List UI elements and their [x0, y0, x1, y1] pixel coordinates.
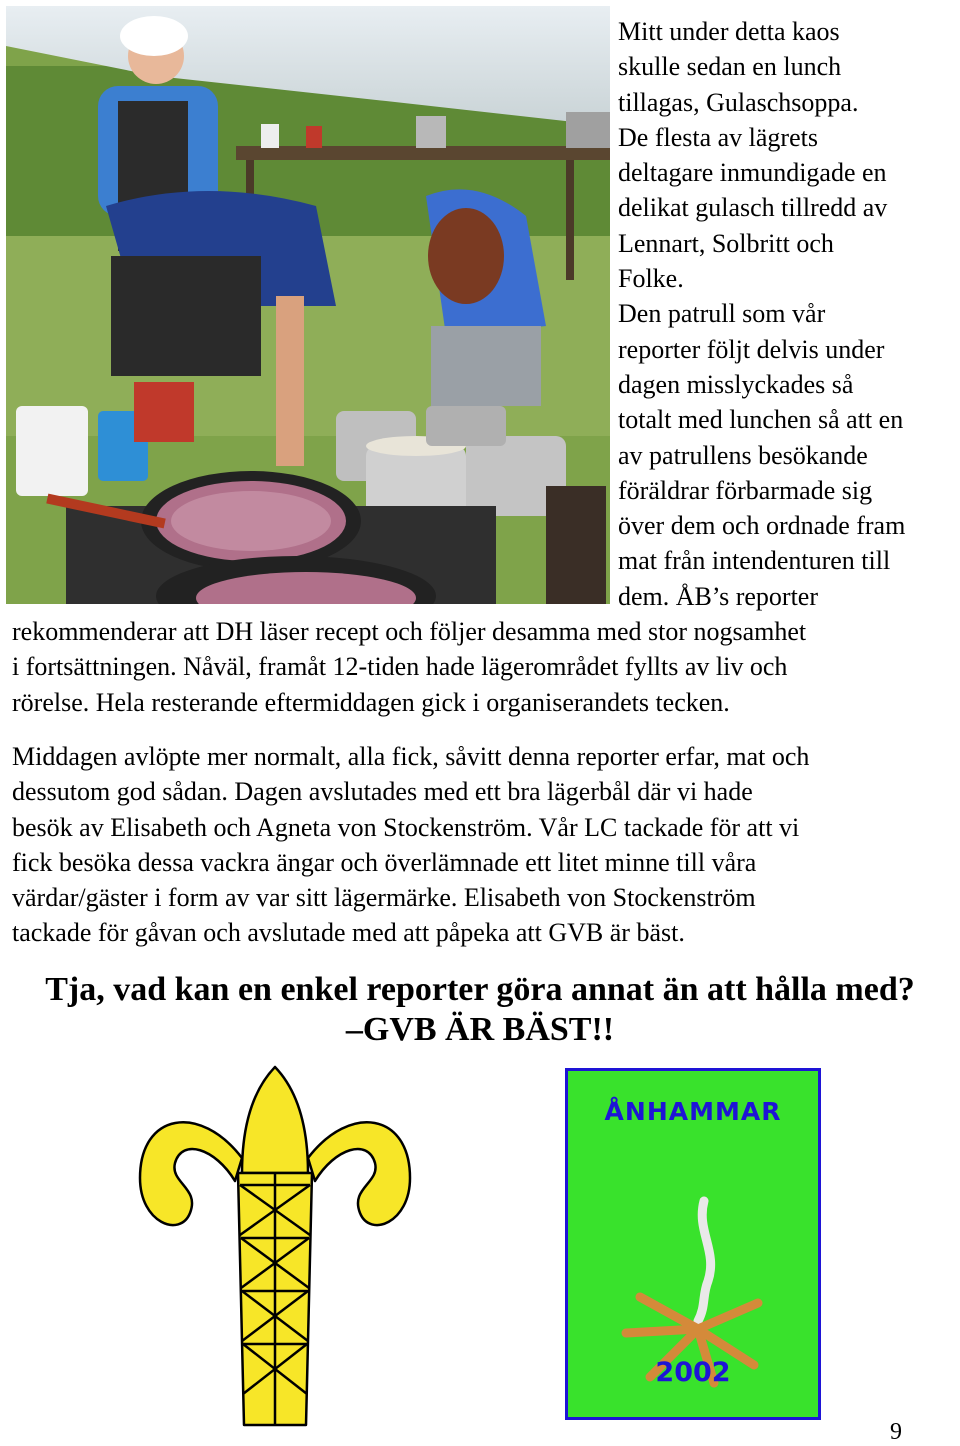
anhammar-camp-badge	[565, 1068, 821, 1420]
text-line: Lennart, Solbritt och	[618, 228, 834, 258]
closing-statement	[0, 970, 960, 1050]
camp-cooking-photo	[6, 6, 610, 604]
closing-line-2: –GVB ÄR BÄST!!	[345, 1011, 615, 1048]
text-line: rekommenderar att DH läser recept och följer desamma med stor nogsamhet	[12, 617, 807, 646]
text-line: reporter följt delvis under	[618, 334, 885, 364]
text-line: Middagen avlöpte mer normalt, alla fick, såvitt denna reporter erfar, mat och	[12, 742, 810, 771]
text-line: i fortsättningen. Nåväl, framåt 12-tiden hade lägerområdet fyllts av liv och	[12, 652, 788, 682]
badge-year: 2002	[655, 1357, 731, 1388]
text-line: mat från intendenturen till	[618, 546, 891, 576]
closing-line-1: Tja, vad kan en enkel reporter göra annat än att hålla med?	[45, 971, 915, 1008]
text-line: deltagare inmundigade en	[618, 158, 887, 188]
text-line: Den patrull som vår	[618, 299, 826, 329]
text-line: Mitt under detta kaos	[618, 17, 840, 46]
text-line: besök av Elisabeth och Agneta von Stockenström. Vår LC tackade för att vi	[12, 812, 800, 842]
text-line: tackade för gåvan och avslutade med att påpeka att GVB är bäst.	[12, 918, 685, 948]
article-paragraph-1-continued	[12, 614, 958, 720]
text-line: föräldrar förbarmade sig	[618, 475, 873, 505]
text-line: delikat gulasch tillredd av	[618, 193, 888, 223]
text-line: De flesta av lägrets	[618, 122, 818, 152]
text-line: värdar/gäster i form av var sitt lägermärke. Elisabeth von Stockenström	[12, 883, 756, 913]
text-line: rörelse. Hela resterande eftermiddagen gick i organiserandets tecken.	[12, 687, 730, 717]
text-line: fick besöka dessa vackra ängar och överlämnade ett litet minne till våra	[12, 847, 757, 877]
text-line: totalt med lunchen så att en	[618, 405, 904, 435]
scout-lily-emblem	[130, 1063, 420, 1429]
text-line: dem. ÅB’s reporter	[618, 581, 819, 611]
text-line: tillagas, Gulaschsoppa.	[618, 87, 859, 117]
text-line: dagen misslyckades så	[618, 369, 854, 399]
page-number: 9	[890, 1419, 902, 1445]
text-line: över dem och ordnade fram	[618, 511, 906, 541]
scout-lily-icon	[130, 1063, 420, 1429]
text-line: Folke.	[618, 264, 684, 294]
badge-title: ÅNHAMMAR	[604, 1097, 782, 1126]
article-paragraph-1-side	[618, 14, 960, 614]
text-line: skulle sedan en lunch	[618, 52, 842, 82]
text-line: av patrullens besökande	[618, 440, 868, 470]
article-paragraph-2	[12, 739, 958, 951]
text-line: dessutom god sådan. Dagen avslutades med ett bra lägerbål där vi hade	[12, 777, 753, 807]
